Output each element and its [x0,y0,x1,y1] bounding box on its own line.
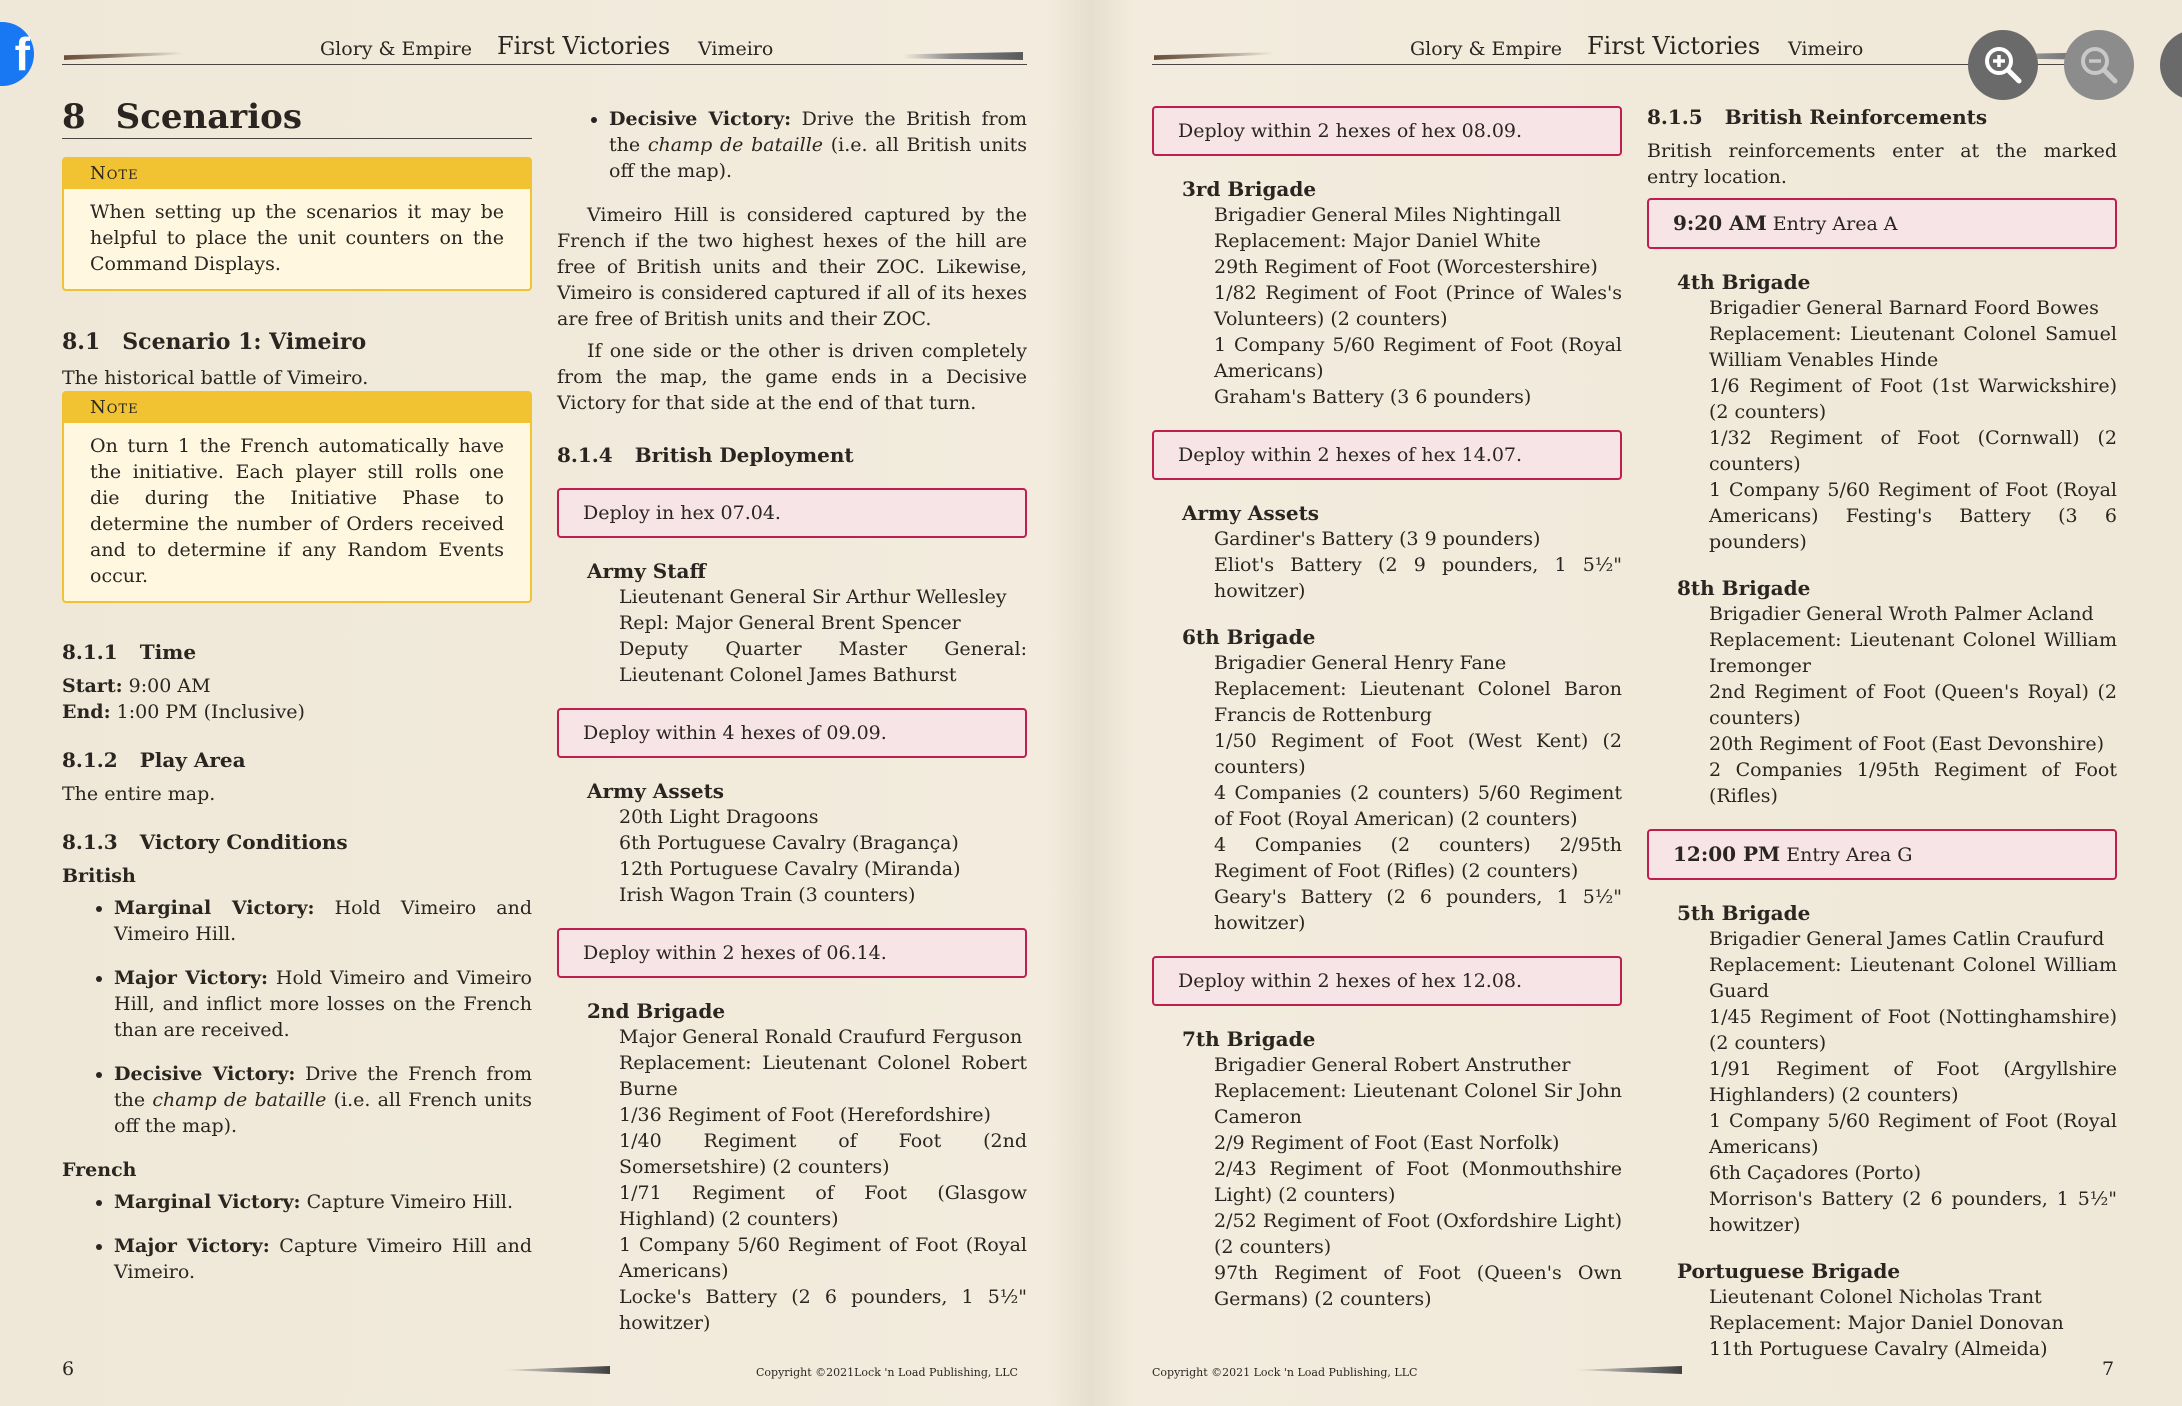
deployment-heading: 8.1.4 British Deployment [557,443,854,467]
unit-title: Portuguese Brigade [1677,1259,1901,1283]
deploy-box: Deploy within 2 hexes of hex 14.07. [1152,430,1622,480]
unit-list: Lieutenant General Sir Arthur Wellesley Repl: Major General Brent Spencer Deputy Quarter Master General: Lieutenant Colonel James Bathurst [619,586,1027,686]
french-victory-list-cont [557,106,1027,184]
unit-list: Brigadier General Robert Anstruther Replacement: Lieutenant Colonel Sir John Cameron 2/9 Regiment of Foot (East Norfolk) 2/43 Regiment of Foot (Monmouthshire Light) (2 counters) 2/52 Regiment of Foot (Oxfordshire Light) (2 counters) 97th Regiment of Foot (Queen's Own Germans) (2 counters) [1214,1054,1622,1310]
scenario-desc: The historical battle of Vimeiro. [62,367,369,389]
entry-box: 9:20 AM Entry Area A [1647,198,2117,249]
quill-icon [64,52,184,60]
time-start: Start: 9:00 AM [62,675,211,697]
header-game: Glory & Empire [320,38,472,60]
section-title: 8 Scenarios [62,104,532,139]
unit-list: Lieutenant Colonel Nicholas Trant Replacement: Major Daniel Donovan 11th Portuguese Cavalry (Almeida) [1709,1286,2064,1360]
left-column-1 [62,97,532,1303]
page-number: 7 [2102,1358,2115,1380]
time-end: End: 1:00 PM (Inclusive) [62,701,305,723]
british-label: British [62,865,136,887]
unit-list: Brigadier General Barnard Foord Bowes Replacement: Lieutenant Colonel Samuel William Venables Hinde 1/6 Regiment of Foot (1st Warwickshire) (2 counters) 1/32 Regiment of Foot (Cornwall) (2 counters) 1 Company 5/60 Regiment of Foot (Royal Americans) Festing's Battery (3 6 pounders) [1709,297,2117,553]
unit-title: Army Assets [587,779,725,803]
play-area-text: The entire map. [62,783,216,805]
note-head-2: Note [64,393,530,423]
paragraph: If one side or the other is driven completely from the map, the game ends in a Decisive Victory for that side at the end of that turn. [557,340,1027,414]
entry-box: 12:00 PM Entry Area G [1647,829,2117,880]
unit-list: Brigadier General James Catlin Craufurd Replacement: Lieutenant Colonel William Guard 1/45 Regiment of Foot (Nottinghamshire) (2 counters) 1/91 Regiment of Foot (Argyllshire Highlanders) (2 counters) 1 Company 5/60 Regiment of Foot (Royal Americans) 6th Caçadores (Porto) Morrison's Battery (2 6 pounders, 1 5½" howitzer) [1709,928,2117,1236]
unit-title: 3rd Brigade [1182,177,1317,201]
copyright: Copyright ©2021 Lock 'n Load Publishing, LLC [1152,1366,1418,1379]
right-column-2 [1647,104,2117,1376]
list-item: • Marginal Victory: Capture Vimeiro Hill. [114,1189,532,1215]
note-body: When setting up the scenarios it may be helpful to place the unit counters on the Command Displays. [90,201,504,275]
time-heading: 8.1.1 Time [62,640,197,664]
running-header-left [62,28,1027,65]
note-box [62,157,532,291]
paragraph: Vimeiro Hill is considered captured by the French if the two highest hexes of the hill are free of British units and their ZOC. Likewise, Vimeiro is considered captured if all of its hexes are free of British units and their ZOC. [557,204,1027,330]
unit-title: 5th Brigade [1677,901,1811,925]
list-item: • Marginal Victory: Hold Vimeiro and Vimeiro Hill. [114,895,532,947]
header-game: Glory & Empire [1410,38,1562,60]
unit-title: 4th Brigade [1677,270,1811,294]
quill-icon [1154,52,1274,60]
unit-title: Army Assets [1182,501,1320,525]
unit-title: Army Staff [587,559,706,583]
deploy-box: Deploy within 2 hexes of hex 08.09. [1152,106,1622,156]
zoom-in-icon [1981,43,2025,87]
french-victory-list [62,1189,532,1285]
unit-title: 6th Brigade [1182,625,1316,649]
note-box-2 [62,391,532,603]
list-item: • Major Victory: Hold Vimeiro and Vimeiro Hill, and inflict more losses on the French than are received. [114,965,532,1043]
reinforcements-heading: 8.1.5 British Reinforcements [1647,105,1988,129]
zoom-out-icon [2077,43,2121,87]
deploy-box: Deploy in hex 07.04. [557,488,1027,538]
header-scenario: Vimeiro [1788,38,1864,60]
play-area-heading: 8.1.2 Play Area [62,748,246,772]
unit-list: Brigadier General Henry Fane Replacement: Lieutenant Colonel Baron Francis de Rottenburg 1/50 Regiment of Foot (West Kent) (2 counters) 4 Companies (2 counters) 5/60 Regiment of Foot (Royal American) (2 counters) 4 Companies (2 counters) 2/95th Regiment of Foot (Rifles) (2 counters) Geary's Battery (2 6 pounders, 1 5½" howitzer) [1214,652,1622,934]
copyright: Copyright ©2021Lock 'n Load Publishing, LLC [756,1366,1018,1379]
unit-list: Brigadier General Miles Nightingall Replacement: Major Daniel White 29th Regiment of Foot (Worcestershire) 1/82 Regiment of Foot (Prince of Wales's Volunteers) (2 counters) 1 Company 5/60 Regiment of Foot (Royal Americans) Graham's Battery (3 6 pounders) [1214,204,1622,408]
deploy-box: Deploy within 2 hexes of 06.14. [557,928,1027,978]
list-item: • Decisive Victory: Drive the British from the champ de bataille (i.e. all British units off the map). [609,106,1027,184]
deploy-box: Deploy within 4 hexes of 09.09. [557,708,1027,758]
unit-list: Brigadier General Wroth Palmer Acland Replacement: Lieutenant Colonel William Iremonger 2nd Regiment of Foot (Queen's Royal) (2 counters) 20th Regiment of Foot (East Devonshire) 2 Companies 1/95th Regiment of Foot (Rifles) [1709,603,2117,807]
right-column-1 [1152,84,1622,1326]
note-head: Note [64,159,530,189]
left-column-2 [557,106,1027,1350]
zoom-in-button[interactable] [1968,30,2038,100]
unit-list: 20th Light Dragoons 6th Portuguese Cavalry (Bragança) 12th Portuguese Cavalry (Miranda) Irish Wagon Train (3 counters) [619,806,961,906]
british-victory-list [62,895,532,1139]
unit-list: Major General Ronald Craufurd Ferguson Replacement: Lieutenant Colonel Robert Burne 1/36 Regiment of Foot (Herefordshire) 1/40 Regiment of Foot (2nd Somersetshire) (2 counters) 1/71 Regiment of Foot (Glasgow Highland) (2 counters) 1 Company 5/60 Regiment of Foot (Royal Americans) Locke's Battery (2 6 pounders, 1 5½" howitzer) [619,1026,1027,1334]
reinforcements-text: British reinforcements enter at the marked entry location. [1647,140,2117,188]
quill-icon [500,1366,610,1374]
header-book: First Victories [1587,32,1761,60]
unit-list: Gardiner's Battery (3 9 pounders) Eliot's Battery (2 9 pounders, 1 5½" howitzer) [1214,528,1622,602]
musket-icon [903,52,1023,60]
header-scenario: Vimeiro [698,38,774,60]
unit-title: 8th Brigade [1677,576,1811,600]
left-page [0,0,1090,1406]
right-page [1092,0,2182,1406]
list-item: • Decisive Victory: Drive the French from the champ de bataille (i.e. all French units off the map). [114,1061,532,1139]
header-book: First Victories [497,32,671,60]
scenario-heading: 8.1 Scenario 1: Vimeiro [62,329,367,355]
unit-title: 2nd Brigade [587,999,726,1023]
french-label: French [62,1159,137,1181]
zoom-out-button[interactable] [2064,30,2134,100]
page-number: 6 [62,1358,75,1380]
note-body-2: On turn 1 the French automatically have the initiative. Each player still rolls one die during the Initiative Phase to determine the number of Orders received and to determine if any Random Events occur. [90,435,504,587]
facebook-icon[interactable]: f [0,22,34,86]
deploy-box: Deploy within 2 hexes of hex 12.08. [1152,956,1622,1006]
victory-heading: 8.1.3 Victory Conditions [62,830,348,854]
quill-icon [1572,1366,1682,1374]
list-item: • Major Victory: Capture Vimeiro Hill and Vimeiro. [114,1233,532,1285]
unit-title: 7th Brigade [1182,1027,1316,1051]
